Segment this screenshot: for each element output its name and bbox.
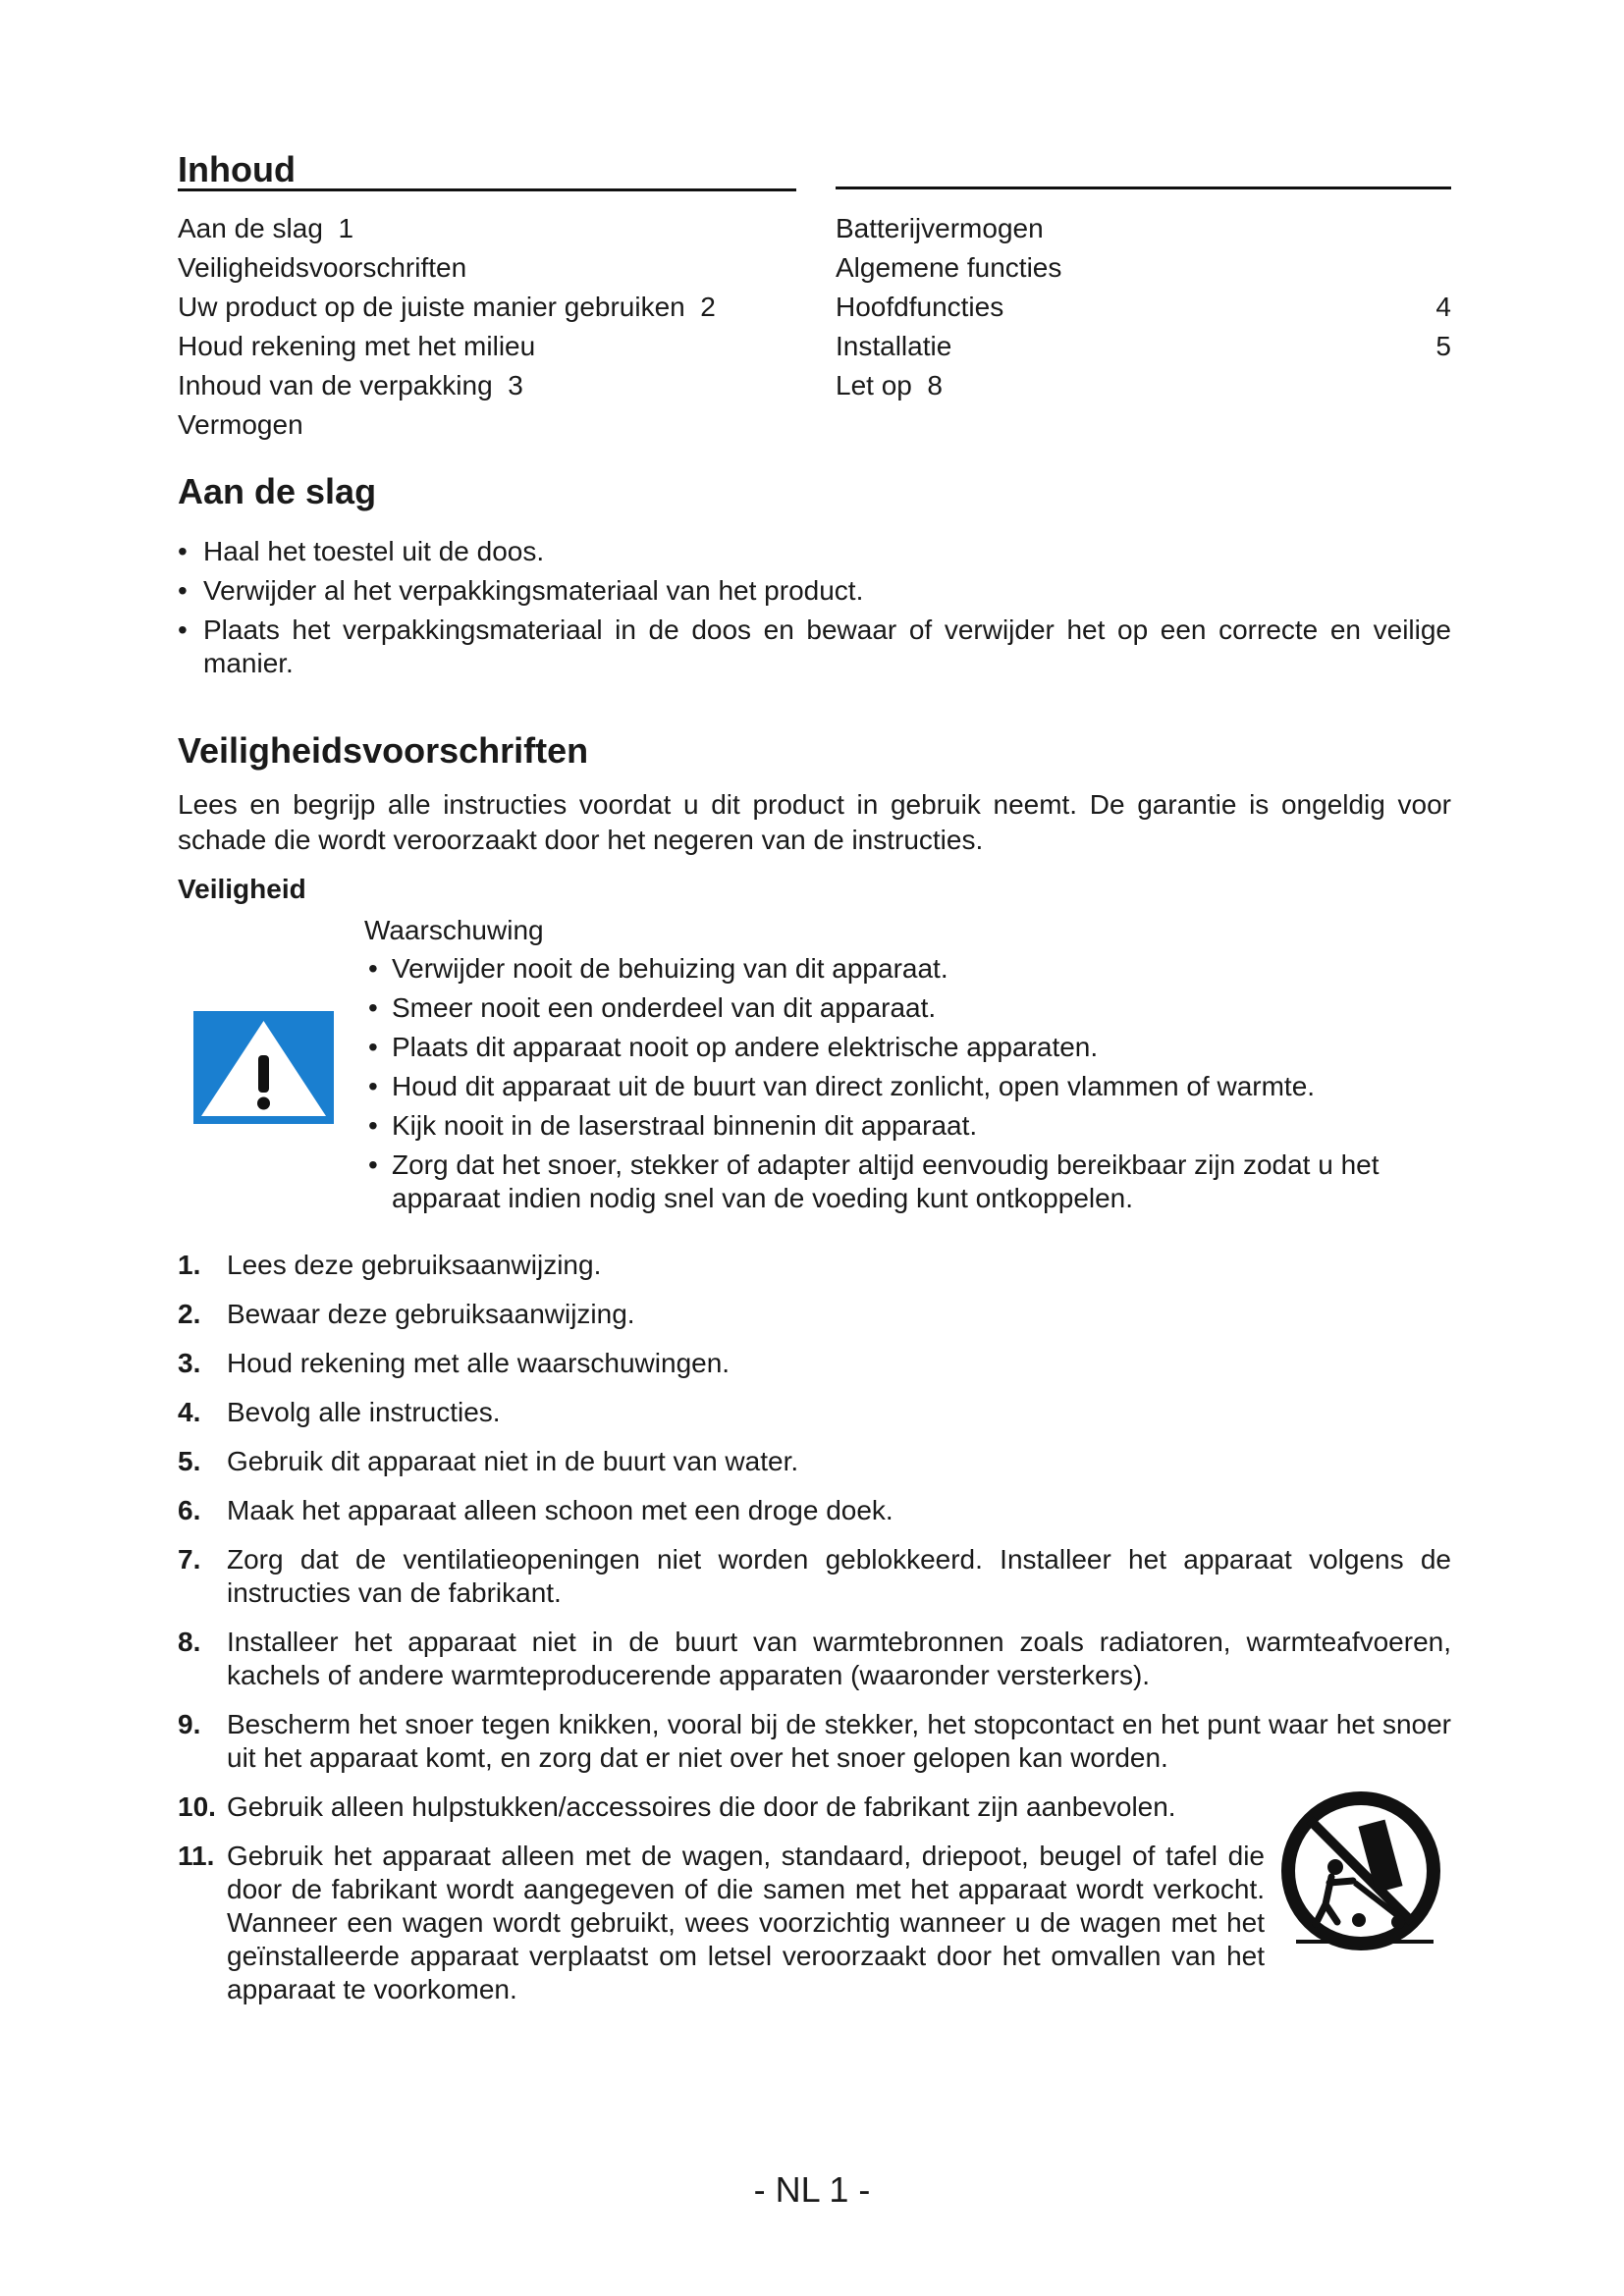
list-item: • Verwijder al het verpakkingsmateriaal van het product. <box>178 574 1451 608</box>
list-item: • Plaats dit apparaat nooit op andere elektrische apparaten. <box>368 1031 1448 1064</box>
section-title-safety: Veiligheidsvoorschriften <box>178 730 589 771</box>
toc-entry[interactable]: Uw product op de juiste manier gebruiken 2 <box>178 292 716 322</box>
list-item: 8. Installeer het apparaat niet in de buurt van warmtebronnen zoals radiatoren, warmteafvoeren, kachels of andere warmteproducerende apparaten (waaronder versterkers). <box>178 1627 1451 1690</box>
list-item: 5. Gebruik dit apparaat niet in de buurt van water. <box>178 1446 799 1476</box>
toc-entry[interactable]: Vermogen <box>178 409 303 440</box>
warning-list <box>368 952 1448 1221</box>
toc-entry[interactable]: Houd rekening met het milieu <box>178 331 536 361</box>
list-item: 3. Houd rekening met alle waarschuwingen. <box>178 1348 731 1378</box>
toc-right-column <box>836 209 1451 405</box>
toc-entry[interactable]: Installatie 5 <box>836 331 1451 361</box>
safety-steps <box>178 1249 1451 2006</box>
toc-header <box>178 147 796 191</box>
section-title-getting-started: Aan de slag <box>178 471 377 511</box>
safety-intro: Lees en begrijp alle instructies voordat u dit product in gebruik neemt. De garantie is ongeldig voor schade die wordt veroorzaakt door het negeren van de instructies. <box>178 789 1451 855</box>
list-item: 6. Maak het apparaat alleen schoon met een droge doek. <box>178 1495 893 1525</box>
list-item: 4. Bevolg alle instructies. <box>178 1397 501 1427</box>
toc-divider-right <box>836 187 1451 189</box>
warning-triangle-icon <box>193 1011 334 1124</box>
list-item: 2. Bewaar deze gebruiksaanwijzing. <box>178 1299 635 1329</box>
list-item: • Verwijder nooit de behuizing van dit apparaat. <box>368 952 1448 986</box>
cart-tip-over-warning-icon <box>1276 1787 1445 1963</box>
list-item: • Smeer nooit een onderdeel van dit apparaat. <box>368 991 1448 1025</box>
list-item: • Houd dit apparaat uit de buurt van direct zonlicht, open vlammen of warmte. <box>368 1070 1448 1103</box>
toc-entry[interactable]: Aan de slag 1 <box>178 213 354 243</box>
list-item: 11. Gebruik het apparaat alleen met de wagen, standaard, driepoot, beugel of tafel die door de fabrikant wordt aangegeven of die samen met het apparaat wordt verkocht. Wanneer een wagen wordt gebruikt, wees voorzichtig wanneer u de wagen met het geïnstalleerde apparaat verplaatst om letsel veroorzaakt door het omvallen van het apparaat te voorkomen. <box>178 1841 1265 2004</box>
warning-title: Waarschuwing <box>364 915 544 945</box>
toc-title: Inhoud <box>178 149 296 189</box>
list-item: • Haal het toestel uit de doos. <box>178 535 1451 568</box>
toc-left-column <box>178 209 767 445</box>
toc-entry[interactable]: Inhoud van de verpakking 3 <box>178 370 523 400</box>
list-item: 9. Bescherm het snoer tegen knikken, vooral bij de stekker, het stopcontact en het punt waar het snoer uit het apparaat komt, en zorg dat er niet over het snoer gelopen kan worden. <box>178 1709 1451 1773</box>
toc-entry[interactable]: Let op 8 <box>836 370 943 400</box>
getting-started-list <box>178 535 1451 686</box>
page-number: - NL 1 - <box>753 2169 871 2210</box>
list-item: 7. Zorg dat de ventilatieopeningen niet worden geblokkeerd. Installeer het apparaat volgens de instructies van de fabrikant. <box>178 1544 1451 1608</box>
toc-entry[interactable]: Algemene functies <box>836 252 1062 283</box>
list-item: • Plaats het verpakkingsmateriaal in de doos en bewaar of verwijder het op een correcte en veilige manier. <box>178 614 1451 680</box>
toc-entry[interactable]: Veiligheidsvoorschriften <box>178 252 467 283</box>
list-item: 10. Gebruik alleen hulpstukken/accessoires die door de fabrikant zijn aanbevolen. <box>178 1791 1176 1822</box>
safety-subtitle: Veiligheid <box>178 874 306 904</box>
toc-entry[interactable]: Batterijvermogen <box>836 213 1044 243</box>
list-item: • Zorg dat het snoer, stekker of adapter altijd eenvoudig bereikbaar zijn zodat u het apparaat indien nodig snel van de voeding kunt ontkoppelen. <box>368 1148 1409 1215</box>
toc-entry[interactable]: Hoofdfuncties 4 <box>836 292 1451 322</box>
list-item: 1. Lees deze gebruiksaanwijzing. <box>178 1250 602 1280</box>
list-item: • Kijk nooit in de laserstraal binnenin dit apparaat. <box>368 1109 1448 1143</box>
